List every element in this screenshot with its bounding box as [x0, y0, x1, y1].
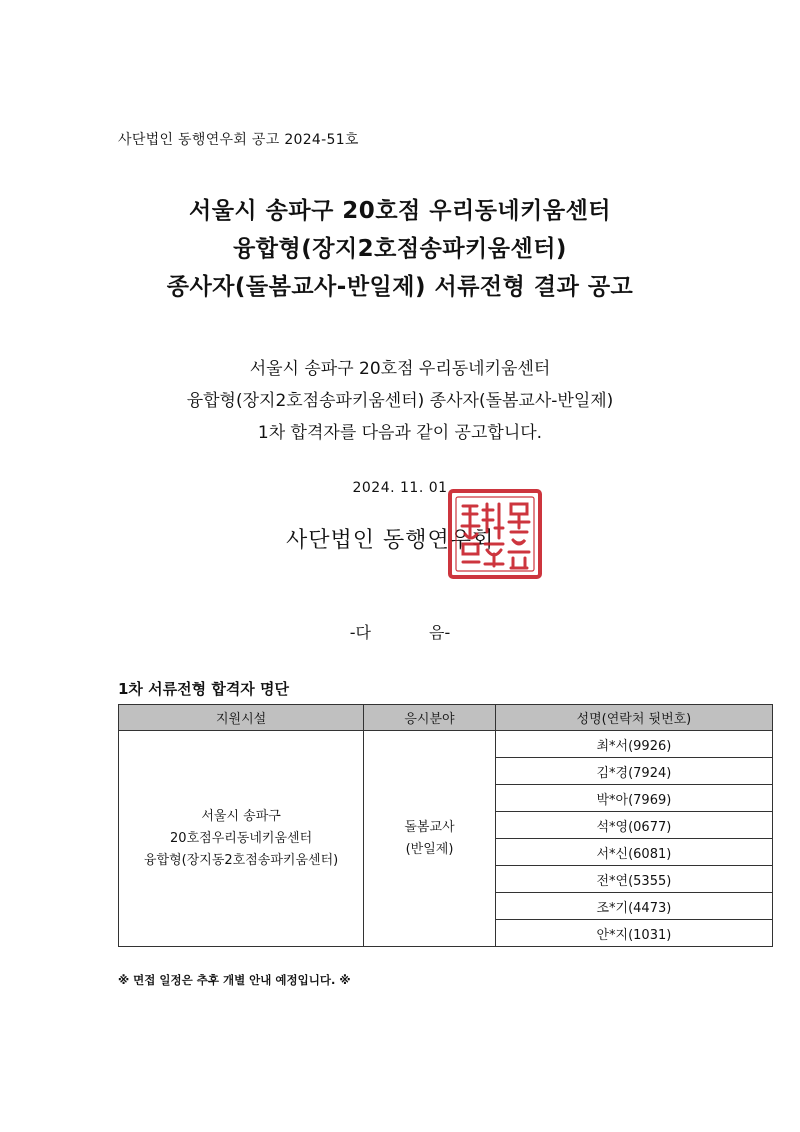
intro-line-3: 1차 합격자를 다음과 같이 공고합니다.: [257, 423, 543, 443]
notice-number: 사단법인 동행연우회 공고 2024-51호: [118, 132, 359, 148]
following-marker-right: 음-: [429, 623, 451, 642]
title-line-3: 종사자(돌봄교사-반일제) 서류전형 결과 공고: [166, 274, 634, 300]
official-seal-stamp: [447, 488, 543, 580]
facility-line-3: 융합형(장지동2호점송파키움센터): [143, 852, 339, 868]
notice-date: 2024. 11. 01: [352, 480, 448, 496]
following-marker: [0, 620, 800, 643]
header-name: 성명(연락처 뒷번호): [495, 705, 772, 731]
field-line-2: (반일제): [405, 841, 454, 857]
footnote: ※ 면접 일정은 추후 개별 안내 예정입니다. ※: [118, 973, 351, 987]
table-row: [119, 731, 773, 758]
name-cell: 김*경(7924): [495, 758, 772, 785]
header-field: 응시분야: [364, 705, 496, 731]
name-cell: 전*연(5355): [495, 866, 772, 893]
name-cell: 서*신(6081): [495, 839, 772, 866]
section-title: 1차 서류전형 합격자 명단: [118, 680, 290, 698]
field-line-1: 돌봄교사: [404, 819, 455, 835]
name-cell: 조*기(4473): [495, 893, 772, 920]
following-marker-left: -다: [349, 623, 371, 642]
facility-line-2: 20호점우리동네키움센터: [170, 830, 313, 846]
document-title: [0, 192, 800, 306]
table-header-row: [119, 705, 773, 731]
name-cell: 최*서(9926): [495, 731, 772, 758]
name-cell: 안*지(1031): [495, 920, 772, 947]
header-facility: 지원시설: [119, 705, 364, 731]
organization-name: 사단법인 동행연우회: [286, 528, 495, 553]
name-cell: 박*아(7969): [495, 785, 772, 812]
intro-line-1: 서울시 송파구 20호점 우리동네키움센터: [249, 359, 551, 379]
intro-line-2: 융합형(장지2호점송파키움센터) 종사자(돌봄교사-반일제): [186, 391, 614, 411]
title-line-2: 융합형(장지2호점송파키움센터): [233, 236, 567, 262]
results-table: [118, 704, 773, 947]
facility-cell: [119, 731, 364, 947]
title-line-1: 서울시 송파구 20호점 우리동네키움센터: [188, 198, 612, 224]
facility-line-1: 서울시 송파구: [201, 808, 281, 824]
field-cell: [364, 731, 496, 947]
intro-paragraph: [0, 353, 800, 449]
name-cell: 석*영(0677): [495, 812, 772, 839]
